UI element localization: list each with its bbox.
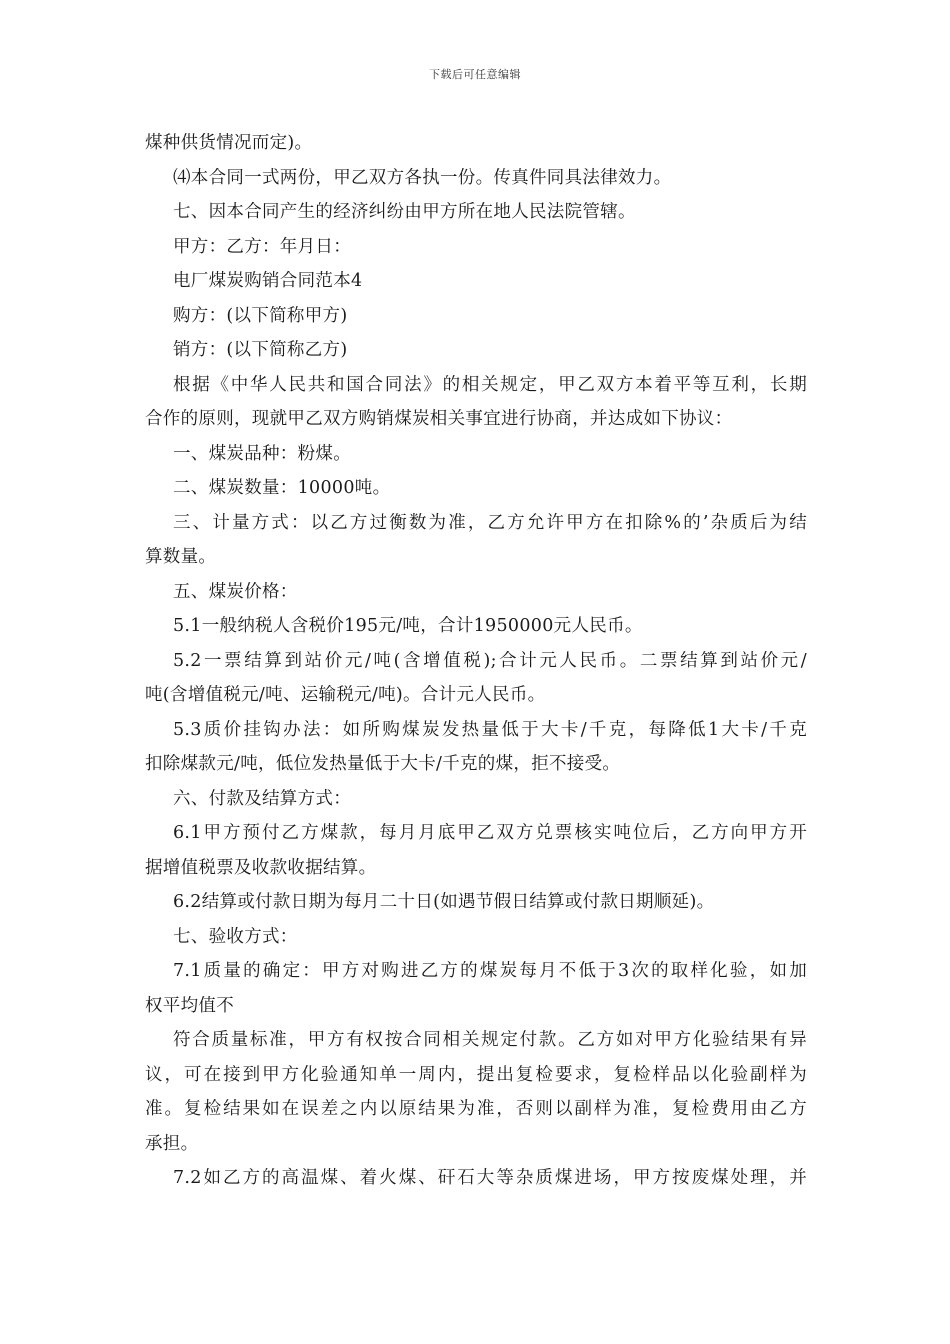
text-line: 根据《中华人民共和国合同法》的相关规定，甲乙双方本着平等互利，长期 xyxy=(173,374,807,395)
text-line: 吨(含增值税元/吨、运输税元/吨)。合计元人民币。 xyxy=(145,685,546,705)
text-line: 甲方：乙方：年月日： xyxy=(173,236,351,257)
text-line: 三、计量方式：以乙方过衡数为准，乙方允许甲方在扣除%的’杂质后为结 xyxy=(173,512,807,533)
text-line: 六、付款及结算方式： xyxy=(173,788,351,809)
text-line: 7.2如乙方的高温煤、着火煤、矸石大等杂质煤进场，甲方按废煤处理，并 xyxy=(173,1168,807,1188)
text-line: 据增值税票及收款收据结算。 xyxy=(145,857,377,878)
text-line: 符合质量标准，甲方有权按合同相关规定付款。乙方如对甲方化验结果有异 xyxy=(173,1030,807,1050)
text-line: 算数量。 xyxy=(145,547,217,567)
text-line: 七、验收方式： xyxy=(173,926,298,947)
text-line: 销方：(以下简称乙方) xyxy=(173,340,348,360)
text-line: 一、煤炭品种：粉煤。 xyxy=(173,443,351,464)
text-line: 合作的原则，现就甲乙双方购销煤炭相关事宜进行协商，并达成如下协议： xyxy=(145,409,733,429)
text-line: 七、因本合同产生的经济纠纷由甲方所在地人民法院管辖。 xyxy=(173,202,636,222)
text-line: 准。复检结果如在误差之内以原结果为准，否则以副样为准，复检费用由乙方 xyxy=(145,1099,807,1119)
text-line: 煤种供货情况而定)。 xyxy=(145,133,313,153)
document-body xyxy=(145,126,807,1196)
text-line: 5.3质价挂钩办法：如所购煤炭发热量低于大卡/千克，每降低1大卡/千克 xyxy=(173,719,807,740)
text-line: 5.2一票结算到站价元/吨(含增值税);合计元人民币。二票结算到站价元/ xyxy=(173,650,807,671)
text-line: 承担。 xyxy=(145,1133,199,1154)
text-line: 二、煤炭数量：10000吨。 xyxy=(173,478,391,498)
text-line: 五、煤炭价格： xyxy=(173,581,298,602)
text-line: 议，可在接到甲方化验通知单一周内，提出复检要求，复检样品以化验副样为 xyxy=(145,1064,807,1085)
text-line: 购方：(以下简称甲方) xyxy=(173,305,348,326)
text-line: 权平均值不 xyxy=(145,995,234,1016)
page-header: 下载后可任意编辑 xyxy=(429,68,521,81)
text-line: 7.1质量的确定：甲方对购进乙方的煤炭每月不低于3次的取样化验，如加 xyxy=(173,961,807,981)
text-line: 扣除煤款元/吨，低位发热量低于大卡/千克的煤，拒不接受。 xyxy=(145,754,621,774)
text-line: ⑷本合同一式两份，甲乙双方各执一份。传真件同具法律效力。 xyxy=(173,167,672,188)
text-line: 5.1一般纳税人含税价195元/吨，合计1950000元人民币。 xyxy=(173,616,643,636)
text-line: 6.1甲方预付乙方煤款，每月月底甲乙双方兑票核实吨位后，乙方向甲方开 xyxy=(173,823,807,843)
text-line: 电厂煤炭购销合同范本4 xyxy=(173,271,363,291)
text-line: 6.2结算或付款日期为每月二十日(如遇节假日结算或付款日期顺延)。 xyxy=(173,892,715,912)
